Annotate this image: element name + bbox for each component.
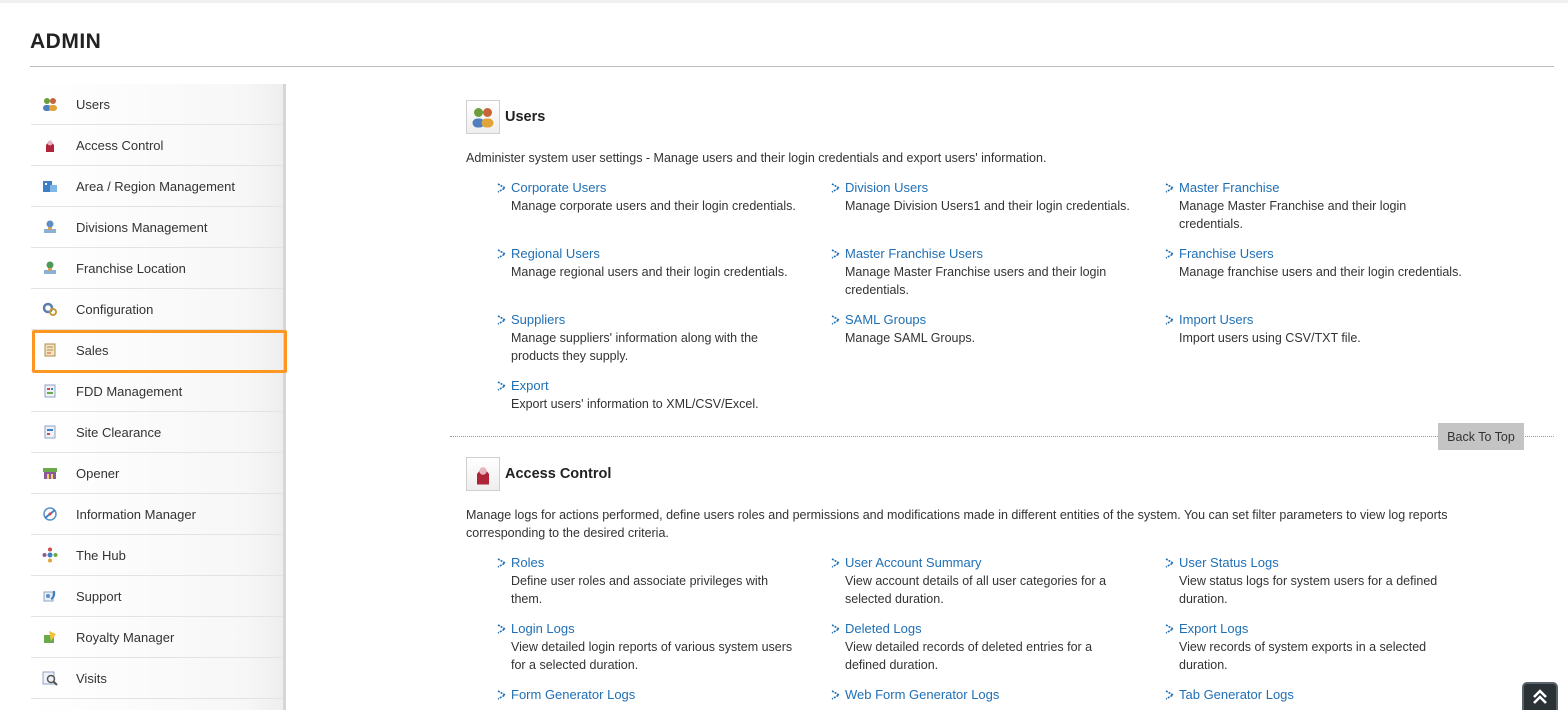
- section-title: Access Control: [505, 466, 612, 482]
- double-chevron-up-icon: [1531, 688, 1549, 706]
- users-section-icon: [466, 100, 500, 134]
- scroll-to-top-button[interactable]: [1522, 682, 1558, 710]
- link-label[interactable]: Tab Generator Logs: [1179, 687, 1294, 702]
- link-label[interactable]: Web Form Generator Logs: [845, 687, 1000, 702]
- opener-icon: [42, 465, 58, 481]
- sidebar-item-franchise-location[interactable]: [31, 248, 283, 289]
- section-divider: [450, 436, 1554, 437]
- sidebar-item-configuration[interactable]: [31, 289, 283, 330]
- sidebar-item-label: Configuration: [76, 301, 154, 317]
- sidebar-item-divisions[interactable]: [31, 207, 283, 248]
- link-description: View records of system exports in a selected duration.: [1179, 640, 1427, 672]
- bullet-arrow-icon: [831, 183, 840, 193]
- section-description: Manage logs for actions performed, define users roles and permissions and modifications made in different entities of the system. You can set filter parameters to view log reports corresponding to the desired criteria.: [466, 508, 1448, 540]
- link-user-account-summary: [800, 554, 1107, 608]
- section-description: Administer system user settings - Manage users and their login credentials and export users' information.: [466, 151, 1047, 165]
- link-suppliers: [466, 311, 766, 365]
- sidebar-item-label: Site Clearance: [76, 424, 162, 440]
- bullet-arrow-icon: [831, 558, 840, 568]
- link-label[interactable]: SAML Groups: [845, 312, 927, 327]
- link-regional-users: [466, 245, 788, 281]
- link-saml-groups: [800, 311, 1100, 347]
- link-export: [466, 377, 766, 413]
- sidebar-item-label: Visits: [76, 670, 107, 686]
- link-tab-generator-logs: [1134, 686, 1434, 704]
- configuration-icon: [42, 301, 58, 317]
- sidebar-item-label: Sales: [76, 342, 109, 358]
- link-label[interactable]: User Account Summary: [845, 555, 982, 570]
- bullet-arrow-icon: [831, 690, 840, 700]
- franchise-location-icon: [42, 260, 58, 276]
- sidebar-selection-highlight: [32, 330, 287, 373]
- link-description: View detailed login reports of various system users for a selected duration.: [511, 640, 793, 672]
- bullet-arrow-icon: [1165, 183, 1174, 193]
- link-label[interactable]: Form Generator Logs: [511, 687, 636, 702]
- bullet-arrow-icon: [497, 249, 506, 259]
- sidebar-item-fdd-management[interactable]: [31, 371, 283, 412]
- fdd-icon: [42, 383, 58, 399]
- link-division-users: [800, 179, 1130, 215]
- sidebar-item-opener[interactable]: [31, 453, 283, 494]
- link-label[interactable]: Deleted Logs: [845, 621, 922, 636]
- link-description: Manage franchise users and their login credentials.: [1179, 265, 1462, 279]
- sidebar-item-label: Support: [76, 588, 122, 604]
- sidebar-item-royalty-manager[interactable]: [31, 617, 283, 658]
- sidebar-item-label: The Hub: [76, 547, 126, 563]
- link-label[interactable]: Division Users: [845, 180, 929, 195]
- sidebar-item-site-clearance[interactable]: [31, 412, 283, 453]
- link-label[interactable]: Export: [511, 378, 549, 393]
- link-label[interactable]: Regional Users: [511, 246, 600, 261]
- bullet-arrow-icon: [831, 624, 840, 634]
- title-divider: [30, 66, 1554, 67]
- link-export-logs: [1134, 620, 1434, 674]
- site-clearance-icon: [42, 424, 58, 440]
- link-description: Define user roles and associate privileges with them.: [511, 574, 769, 606]
- sidebar-item-access-control[interactable]: [31, 125, 283, 166]
- link-label[interactable]: Login Logs: [511, 621, 575, 636]
- link-description: Manage suppliers' information along with the products they supply.: [511, 331, 758, 363]
- access-control-icon: [42, 137, 58, 153]
- link-description: Manage Master Franchise users and their login credentials.: [845, 265, 1107, 297]
- link-description: View status logs for system users for a defined duration.: [1179, 574, 1438, 606]
- sidebar-item-label: FDD Management: [76, 383, 183, 399]
- link-description: View account details of all user categories for a selected duration.: [845, 574, 1107, 606]
- link-form-generator-logs: [466, 686, 766, 704]
- link-label[interactable]: Export Logs: [1179, 621, 1249, 636]
- sidebar-item-label: Information Manager: [76, 506, 196, 522]
- access-control-section-icon: [466, 457, 500, 491]
- users-icon: [42, 96, 58, 112]
- link-login-logs: [466, 620, 793, 674]
- bullet-arrow-icon: [497, 381, 506, 391]
- bullet-arrow-icon: [497, 315, 506, 325]
- link-description: Manage SAML Groups.: [845, 331, 976, 345]
- top-border: [0, 0, 1568, 3]
- link-label[interactable]: Master Franchise Users: [845, 246, 983, 261]
- sidebar-item-label: Area / Region Management: [76, 178, 235, 194]
- link-description: Import users using CSV/TXT file.: [1179, 331, 1361, 345]
- bullet-arrow-icon: [497, 690, 506, 700]
- link-description: Manage corporate users and their login credentials.: [511, 199, 796, 213]
- link-description: Manage Division Users1 and their login credentials.: [845, 199, 1130, 213]
- link-label[interactable]: Import Users: [1179, 312, 1254, 327]
- sidebar-item-visits[interactable]: [31, 658, 283, 699]
- link-deleted-logs: [800, 620, 1100, 674]
- sidebar-item-label: Franchise Location: [76, 260, 186, 276]
- section-users-header: [466, 100, 545, 134]
- link-franchise-users: [1134, 245, 1462, 281]
- link-label[interactable]: Roles: [511, 555, 545, 570]
- area-region-icon: [42, 178, 58, 194]
- link-label[interactable]: User Status Logs: [1179, 555, 1279, 570]
- royalty-icon: [42, 629, 58, 645]
- bullet-arrow-icon: [1165, 315, 1174, 325]
- bullet-arrow-icon: [1165, 624, 1174, 634]
- link-corporate-users: [466, 179, 796, 215]
- bullet-arrow-icon: [1165, 249, 1174, 259]
- link-master-franchise: [1134, 179, 1434, 233]
- link-master-franchise-users: [800, 245, 1107, 299]
- hub-icon: [42, 547, 58, 563]
- back-to-top-button[interactable]: Back To Top: [1438, 423, 1524, 450]
- link-label[interactable]: Master Franchise: [1179, 180, 1280, 195]
- sidebar-item-label: Royalty Manager: [76, 629, 175, 645]
- link-description: Manage regional users and their login credentials.: [511, 265, 788, 279]
- link-description: View detailed records of deleted entries for a defined duration.: [845, 640, 1093, 672]
- sidebar-item-label: Access Control: [76, 137, 164, 153]
- sidebar-item-label: Opener: [76, 465, 120, 481]
- bullet-arrow-icon: [497, 624, 506, 634]
- link-label[interactable]: Franchise Users: [1179, 246, 1274, 261]
- bullet-arrow-icon: [497, 558, 506, 568]
- link-label[interactable]: Suppliers: [511, 312, 566, 327]
- information-manager-icon: [42, 506, 58, 522]
- section-title: Users: [505, 109, 546, 125]
- link-import-users: [1134, 311, 1434, 347]
- link-roles: [466, 554, 769, 608]
- support-icon: [42, 588, 58, 604]
- sidebar-item-label: Divisions Management: [76, 219, 208, 235]
- section-access-control-header: [466, 457, 611, 491]
- sidebar-item-the-hub[interactable]: [31, 535, 283, 576]
- sidebar-item-support[interactable]: [31, 576, 283, 617]
- bullet-arrow-icon: [831, 249, 840, 259]
- bullet-arrow-icon: [831, 315, 840, 325]
- sidebar-item-users[interactable]: [31, 84, 283, 125]
- sidebar-item-area-region[interactable]: [31, 166, 283, 207]
- link-user-status-logs: [1134, 554, 1438, 608]
- bullet-arrow-icon: [1165, 558, 1174, 568]
- link-web-form-generator-logs: [800, 686, 1100, 704]
- bullet-arrow-icon: [497, 183, 506, 193]
- divisions-icon: [42, 219, 58, 235]
- link-description: Export users' information to XML/CSV/Excel.: [511, 397, 759, 411]
- sidebar-item-label: Users: [76, 96, 110, 112]
- bullet-arrow-icon: [1165, 690, 1174, 700]
- link-description: Manage Master Franchise and their login credentials.: [1179, 199, 1407, 231]
- sidebar-item-information-manager[interactable]: [31, 494, 283, 535]
- link-label[interactable]: Corporate Users: [511, 180, 607, 195]
- admin-sidebar: [31, 84, 286, 710]
- page-title: ADMIN: [30, 30, 102, 53]
- visits-icon: [42, 670, 58, 686]
